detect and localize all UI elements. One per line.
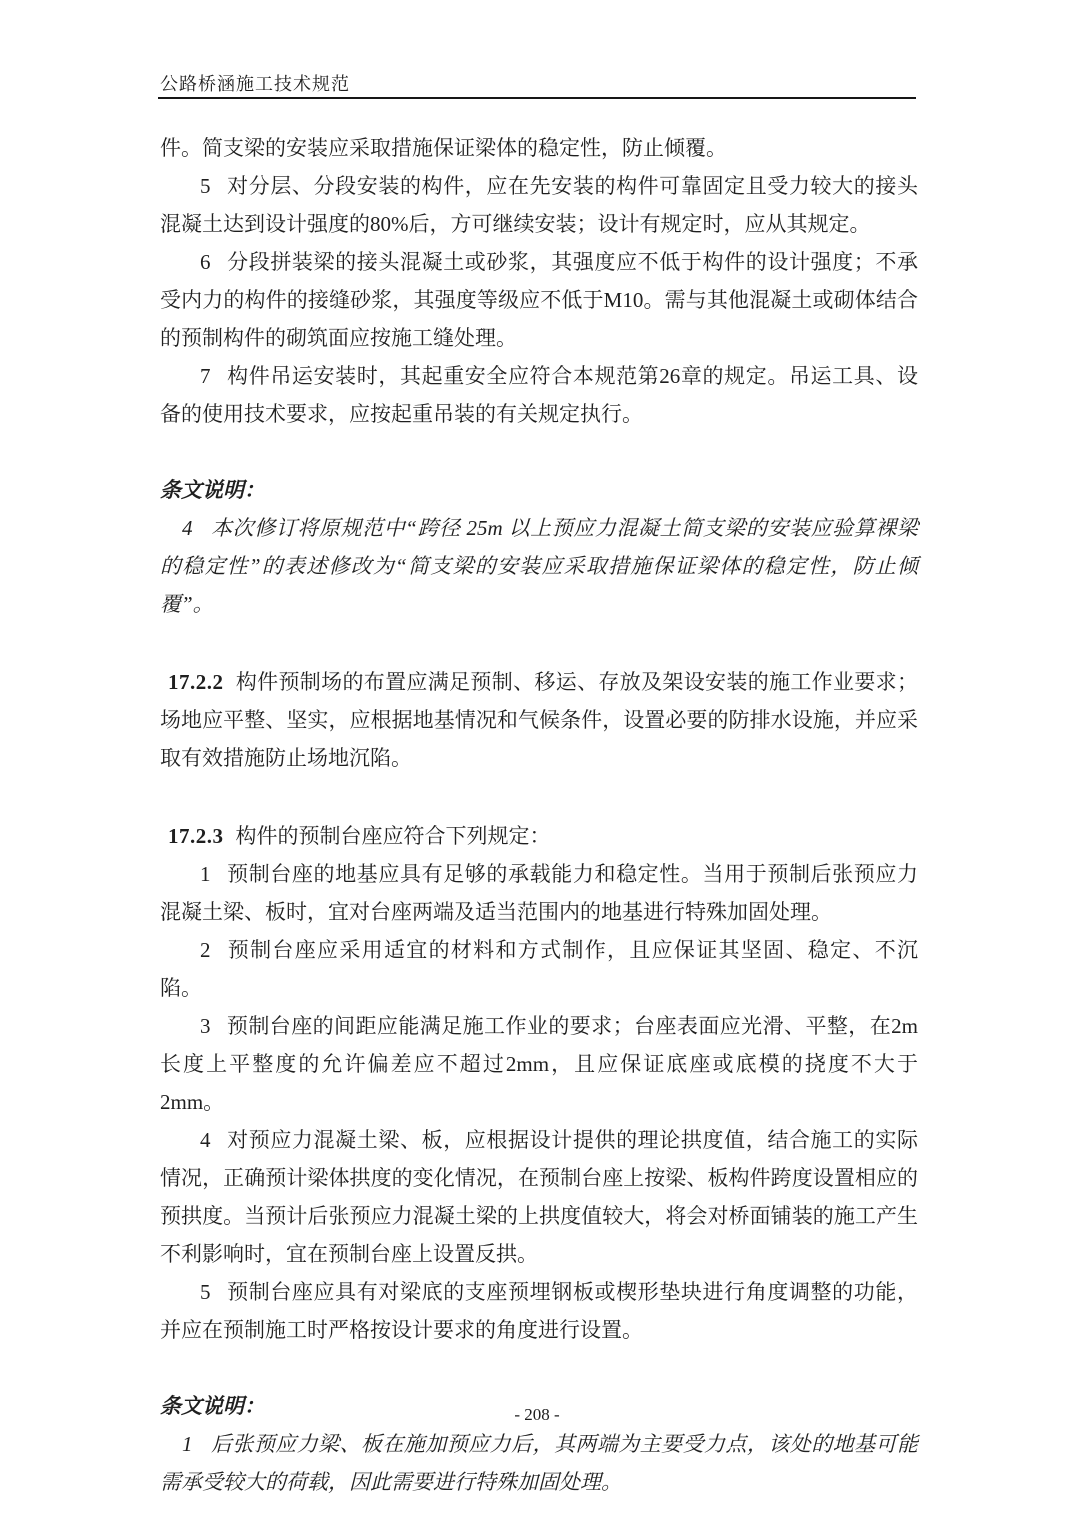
paragraph-text: 对预应力混凝土梁、板，应根据设计提供的理论拱度值，结合施工的实际情况，正确预计梁体拱度的变化情况，在预制台座上按梁、板构件跨度设置相应的预拱度。当预计后张预应力混凝土梁的上拱度值较大，将会对桥面铺装的施工产生不利影响时，宜在预制台座上设置反拱。: [160, 1128, 918, 1266]
item-number: 4: [182, 516, 193, 540]
paragraph-text: 预制台座应具有对梁底的支座预埋钢板或楔形垫块进行角度调整的功能，并应在预制施工时严格按设计要求的角度进行设置。: [160, 1280, 918, 1342]
item-number: 6: [200, 250, 211, 274]
body-paragraph: [160, 243, 918, 357]
item-number: 7: [200, 364, 211, 388]
clause-number: 17.2.2: [168, 670, 224, 694]
body-paragraph: [160, 129, 918, 167]
body-paragraph: [160, 1007, 918, 1121]
body-paragraph: [160, 1273, 918, 1349]
clause-number: 17.2.3: [168, 824, 224, 848]
item-number: 5: [200, 1280, 211, 1304]
body-paragraph: [160, 167, 918, 243]
item-number: 5: [200, 174, 211, 198]
body-paragraph: [160, 357, 918, 433]
paragraph-text: 本次修订将原规范中“跨径 25m 以上预应力混凝土简支梁的安装应验算裸梁的稳定性”的表述修改为“简支梁的安装应采取措施保证梁体的稳定性，防止倾覆”。: [160, 516, 918, 616]
body-paragraph: [160, 931, 918, 1007]
body-paragraph: [160, 855, 918, 931]
paragraph-text: 条文说明：: [160, 478, 265, 502]
page-number: - 208 -: [514, 1405, 560, 1424]
header-rule: [158, 97, 916, 99]
running-header-title: 公路桥涵施工技术规范: [160, 74, 350, 94]
document-body: [160, 129, 918, 1501]
item-number: 1: [182, 1432, 193, 1456]
clause-paragraph-17.2.2: [160, 663, 918, 777]
commentary-paragraph: [160, 509, 918, 623]
paragraph-text: 件。简支梁的安装应采取措施保证梁体的稳定性，防止倾覆。: [160, 136, 727, 160]
item-number: 4: [200, 1128, 211, 1152]
item-number: 3: [200, 1014, 211, 1038]
paragraph-text: 构件吊运安装时，其起重安全应符合本规范第26章的规定。吊运工具、设备的使用技术要求，应按起重吊装的有关规定执行。: [160, 364, 918, 426]
item-number: 1: [200, 862, 211, 886]
paragraph-text: 分段拼装梁的接头混凝土或砂浆，其强度应不低于构件的设计强度；不承受内力的构件的接缝砂浆，其强度等级应不低于M10。需与其他混凝土或砌体结合的预制构件的砌筑面应按施工缝处理。: [160, 250, 918, 350]
commentary-paragraph: [160, 1425, 918, 1501]
paragraph-text: 对分层、分段安装的构件，应在先安装的构件可靠固定且受力较大的接头混凝土达到设计强度的80%后，方可继续安装；设计有规定时，应从其规定。: [160, 174, 918, 236]
paragraph-text: 预制台座应采用适宜的材料和方式制作，且应保证其坚固、稳定、不沉陷。: [160, 938, 918, 1000]
paragraph-text: 构件的预制台座应符合下列规定：: [235, 824, 551, 848]
clause-paragraph-17.2.3: [160, 817, 918, 855]
paragraph-text: 后张预应力梁、板在施加预应力后，其两端为主要受力点，该处的地基可能需承受较大的荷载，因此需要进行特殊加固处理。: [160, 1432, 918, 1494]
paragraph-text: 条文说明：: [160, 1394, 265, 1418]
paragraph-text: 预制台座的地基应具有足够的承载能力和稳定性。当用于预制后张预应力混凝土梁、板时，宜对台座两端及适当范围内的地基进行特殊加固处理。: [160, 862, 918, 924]
body-paragraph: [160, 1121, 918, 1273]
paragraph-text: 构件预制场的布置应满足预制、移运、存放及架设安装的施工作业要求；场地应平整、坚实，应根据地基情况和气候条件，设置必要的防排水设施，并应采取有效措施防止场地沉陷。: [160, 670, 918, 770]
item-number: 2: [200, 938, 211, 962]
paragraph-text: 预制台座的间距应能满足施工作业的要求；台座表面应光滑、平整，在2m长度上平整度的允许偏差应不超过2mm，且应保证底座或底模的挠度不大于2mm。: [160, 1014, 918, 1114]
commentary-heading: [160, 471, 918, 509]
